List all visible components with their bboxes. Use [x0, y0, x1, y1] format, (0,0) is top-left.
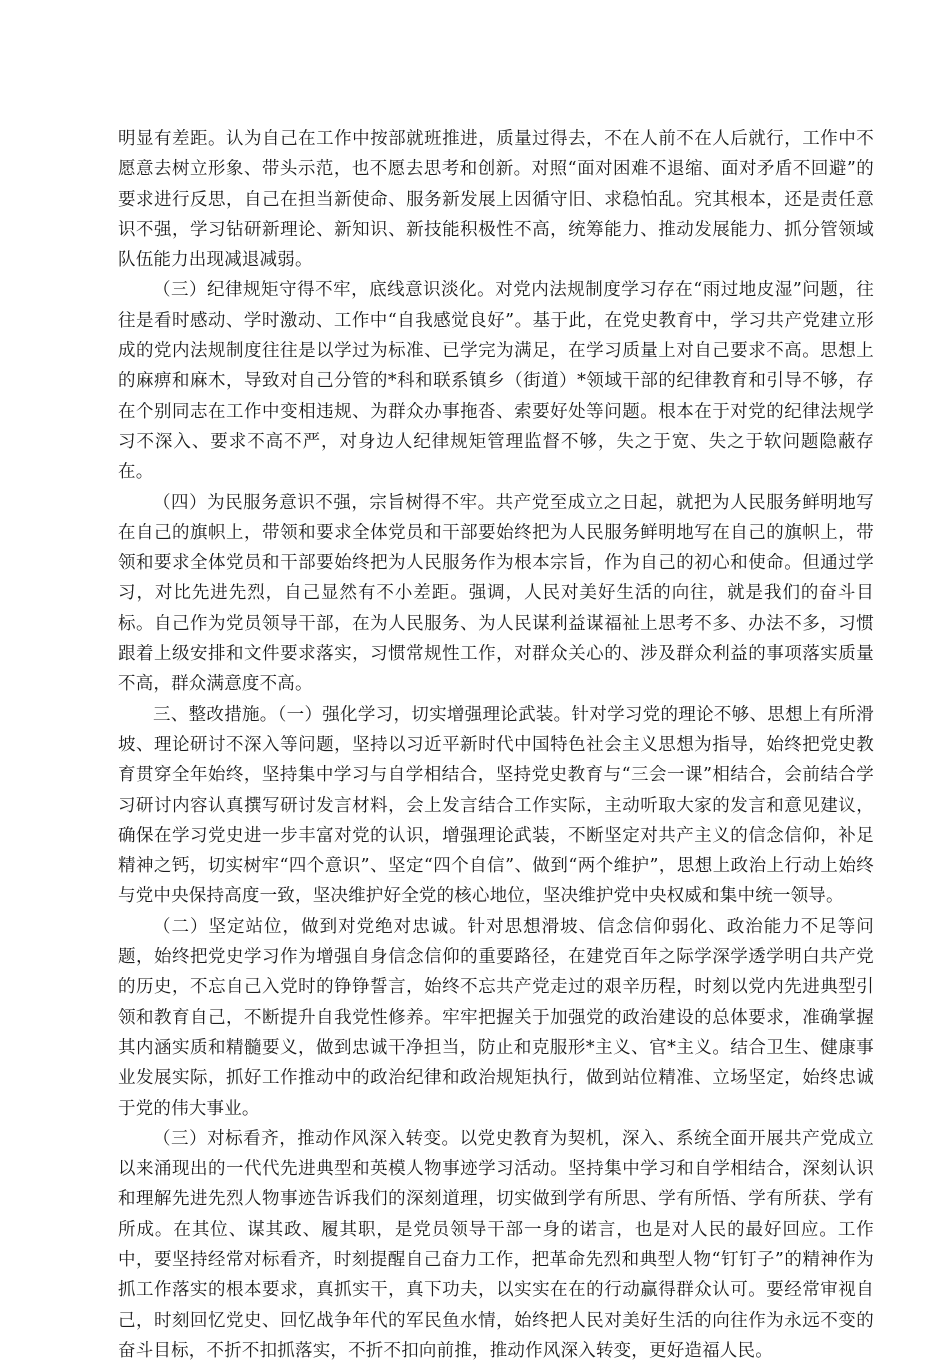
paragraph-measures-study: 三、整改措施。（一）强化学习，切实增强理论武装。针对学习党的理论不够、思想上有所滑坡、理论研讨不深入等问题，坚持以习近平新时代中国特色社会主义思想为指导，始终把党史教育贯穿全年始终，坚持集中学习与自学相结合，坚持党史教育与“三会一课”相结合，会前结合学习研讨内容认真撰写研讨发言材料，会上发言结合工作实际，主动听取大家的发言和意见建议，确保在学习党史进一步丰富对党的认识，增强理论武装，不断坚定对共产主义的信念信仰，补足精神之钙，切实树牢“四个意识”、坚定“四个自信”、做到“两个维护”，思想上政治上行动上始终与党中央保持高度一致，坚决维护好全党的核心地位，坚决维护党中央权威和集中统一领导。: [118, 704, 874, 907]
paragraph-discipline: （三）纪律规矩守得不牢，底线意识淡化。对党内法规制度学习存在“雨过地皮湿”问题，往往是看时感动、学时激动、工作中“自我感觉良好”。基于此，在党史教育中，学习共产党建立形成的党内法规制度往往是以学过为标准、已学完为满足，在学习质量上对自己要求不高。思想上的麻痹和麻木，导致对自己分管的*科和联系镇乡（街道）*领域干部的纪律教育和引导不够，存在个别同志在工作中变相违规、为群众办事拖沓、索要好处等问题。根本在于对党的纪律法规学习不深入、要求不高不严，对身边人纪律规矩管理监督不够，失之于宽、失之于软问题隐蔽存在。: [118, 280, 874, 483]
paragraph-service: （四）为民服务意识不强，宗旨树得不牢。共产党至成立之日起，就把为人民服务鲜明地写在自己的旗帜上，带领和要求全体党员和干部要始终把为人民服务鲜明地写在自己的旗帜上，带领和要求全体党员和干部要始终把为人民服务作为根本宗旨，作为自己的初心和使命。但通过学习，对比先进先烈，自己显然有不小差距。强调，人民对美好生活的向往，就是我们的奋斗目标。自己作为党员领导干部，在为人民服务、为人民谋利益谋福祉上思考不多、办法不多，习惯跟着上级安排和文件要求落实，习惯常规性工作，对群众关心的、涉及群众利益的事项落实质量不高，群众满意度不高。: [118, 492, 874, 695]
paragraph-measures-loyalty: （二）坚定站位，做到对党绝对忠诚。针对思想滑坡、信念信仰弱化、政治能力不足等问题，始终把党史学习作为增强自身信念信仰的重要路径，在建党百年之际学深学透学明白共产党的历史，不忘自己入党时的铮铮誓言，始终不忘共产党走过的艰辛历程，时刻以党内先进典型引领和教育自己，不断提升自我党性修养。牢牢把握关于加强党的政治建设的总体要求，准确掌握其内涵实质和精髓要义，做到忠诚干净担当，防止和克服形*主义、官*主义。结合卫生、健康事业发展实际，抓好工作推动中的政治纪律和政治规矩执行，做到站位精准、立场坚定，始终忠诚于党的伟大事业。: [118, 916, 874, 1119]
paragraph-continuation: 明显有差距。认为自己在工作中按部就班推进，质量过得去，不在人前不在人后就行，工作中不愿意去树立形象、带头示范，也不愿去思考和创新。对照“面对困难不退缩、面对矛盾不回避”的要求进行反思，自己在担当新使命、服务新发展上因循守旧、求稳怕乱。究其根本，还是责任意识不强，学习钻研新理论、新知识、新技能积极性不高，统筹能力、推动发展能力、抓分管领域队伍能力出现减退减弱。: [118, 129, 874, 271]
paragraph-measures-style: （三）对标看齐，推动作风深入转变。以党史教育为契机，深入、系统全面开展共产党成立以来涌现出的一代代先进典型和英模人物事迹学习活动。坚持集中学习和自学相结合，深刻认识和理解先进先烈人物事迹告诉我们的深刻道理，切实做到学有所思、学有所悟、学有所获、学有所成。在其位、谋其政、履其职，是党员领导干部一身的诺言，也是对人民的最好回应。工作中，要坚持经常对标看齐，时刻提醒自己奋力工作，把革命先烈和典型人物“钉钉子”的精神作为抓工作落实的根本要求，真抓实干，真下功夫，以实实在在的行动赢得群众认可。要经常审视自己，时刻回忆党史、回忆战争年代的军民鱼水情，始终把人民对美好生活的向往作为永远不变的奋斗目标，不折不扣抓落实，不折不扣向前推，推动作风深入转变，更好造福人民。: [118, 1128, 874, 1361]
document-body: [118, 124, 874, 1366]
